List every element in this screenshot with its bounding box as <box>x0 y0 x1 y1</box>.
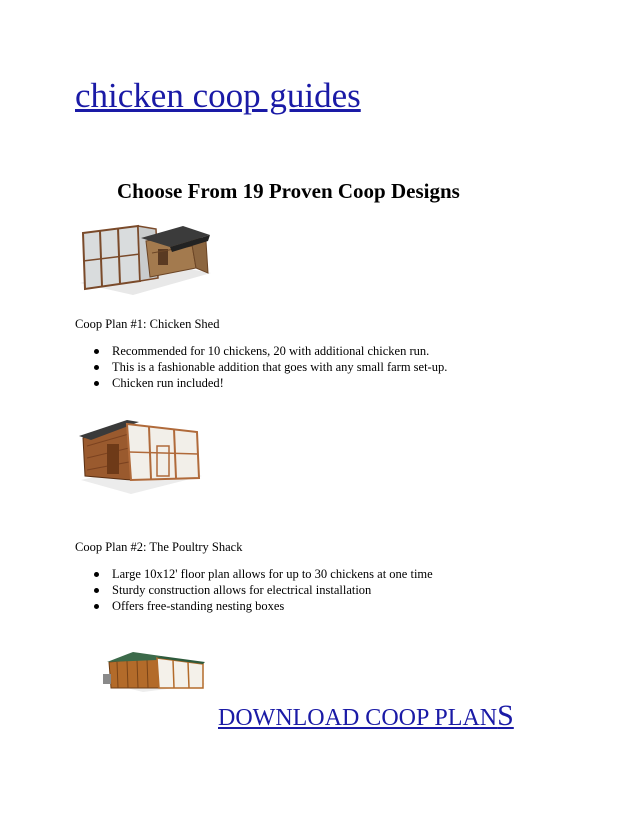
poultry-shack-illustration <box>79 418 204 498</box>
download-link-last-letter: S <box>497 699 514 732</box>
page-title-link[interactable]: chicken coop guides <box>75 76 361 115</box>
chicken-shed-illustration <box>78 223 213 298</box>
plan-1-feature-list <box>75 343 447 391</box>
download-link-text: DOWNLOAD COOP PLAN <box>218 705 498 731</box>
list-item: Recommended for 10 chickens, 20 with additional chicken run. <box>75 343 447 359</box>
page-subtitle: Choose From 19 Proven Coop Designs <box>117 179 460 203</box>
plan-2-feature-list <box>75 566 433 614</box>
download-coop-plans-link[interactable] <box>218 701 514 733</box>
list-item: Offers free-standing nesting boxes <box>75 598 433 614</box>
list-item: This is a fashionable addition that goes with any small farm set-up. <box>75 359 447 375</box>
list-item: Sturdy construction allows for electrical installation <box>75 582 433 598</box>
plan-2-title: Coop Plan #2: The Poultry Shack <box>75 540 243 554</box>
green-roof-coop-illustration <box>103 652 208 694</box>
list-item: Large 10x12' floor plan allows for up to 30 chickens at one time <box>75 566 433 582</box>
plan-1-title: Coop Plan #1: Chicken Shed <box>75 317 220 331</box>
list-item: Chicken run included! <box>75 375 447 391</box>
